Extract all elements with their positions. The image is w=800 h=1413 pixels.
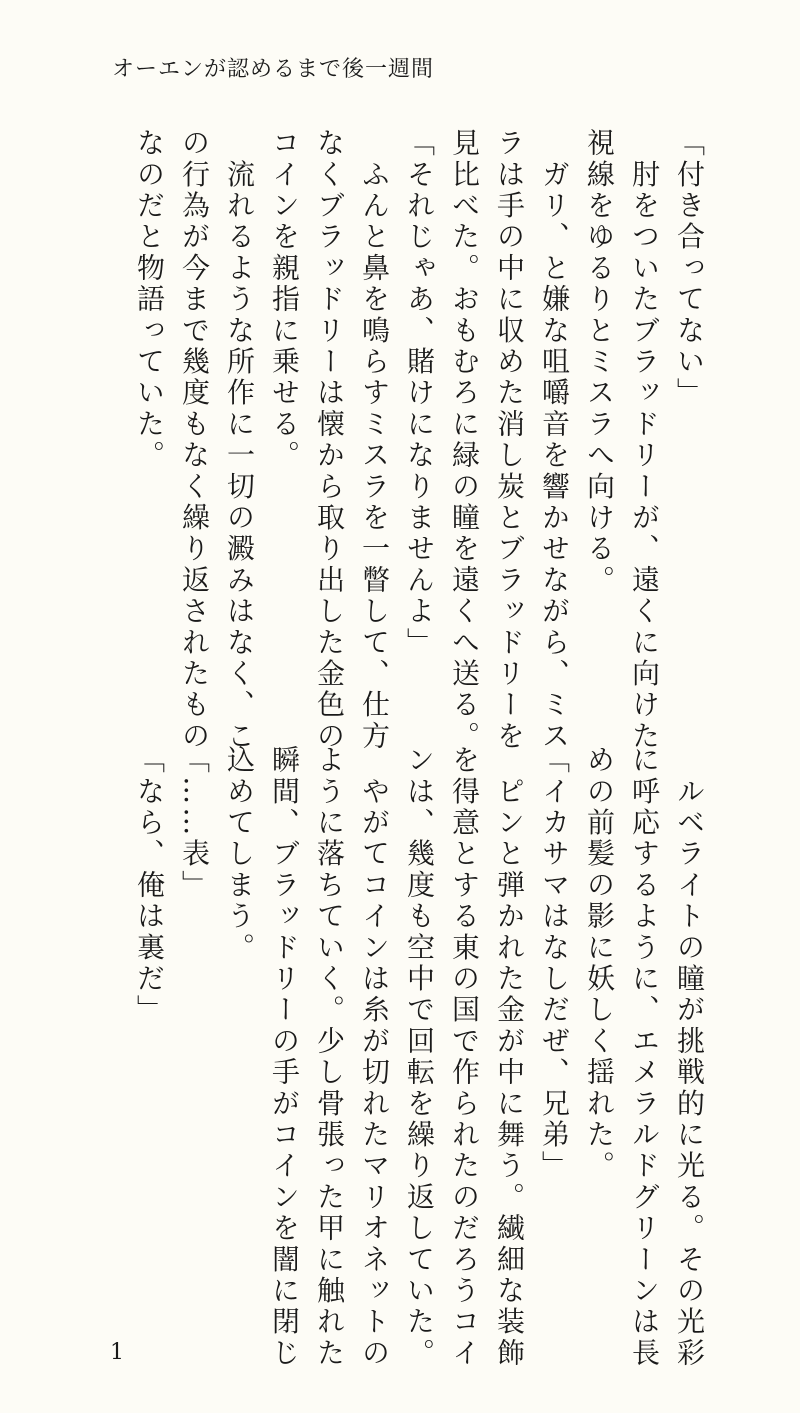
text-line: を得意とする東の国で作られたのだろうコイ (448, 745, 481, 1369)
text-line: 見比べた。おもむろに緑の瞳を遠くへ送る。 (448, 128, 481, 752)
text-line: 「それじゃあ、賭けになりませんよ」 (403, 128, 436, 659)
text-line: 瞬間、ブラッドリーの手がコインを闇に閉じ (268, 745, 301, 1369)
text-block-bottom (127, 745, 712, 1369)
text-line: ピンと弾かれた金が中に舞う。繊細な装飾 (493, 745, 526, 1369)
text-line: ふんと鼻を鳴らすミスラを一瞥して、仕方 (358, 128, 391, 752)
text-line: 「付き合ってない」 (673, 128, 706, 409)
text-line: ように落ちていく。少し骨張った甲に触れた (313, 745, 346, 1369)
text-line: コインを親指に乗せる。 (268, 128, 301, 472)
text-line: やがてコインは糸が切れたマリオネットの (358, 745, 391, 1369)
text-line: 肘をついたブラッドリーが、遠くに向けた (628, 128, 661, 752)
page-number: 1 (110, 1340, 124, 1365)
text-line: の行為が今まで幾度もなく繰り返されたもの (178, 128, 211, 752)
text-line: ガリ、と嫌な咀嚼音を響かせながら、ミス (538, 128, 571, 752)
text-line: ラは手の中に収めた消し炭とブラッドリーを (493, 128, 526, 752)
running-header-title: オーエンが認めるまで後一週間 (112, 57, 435, 82)
text-line: 「……表」 (178, 745, 211, 901)
text-line: 「イカサマはなしだぜ、兄弟」 (538, 745, 571, 1182)
text-line: ルベライトの瞳が挑戦的に光る。その光彩 (673, 745, 706, 1369)
text-line: 視線をゆるりとミスラへ向ける。 (583, 128, 616, 596)
text-line: に呼応するように、エメラルドグリーンは長 (628, 745, 661, 1369)
text-line: なくブラッドリーは懐から取り出した金色の (313, 128, 346, 753)
text-line: 流れるような所作に一切の澱みはなく、こ (223, 128, 256, 752)
text-line: めの前髪の影に妖しく揺れた。 (583, 745, 616, 1182)
text-line: ンは、幾度も空中で回転を繰り返していた。 (403, 745, 436, 1369)
text-line: なのだと物語っていた。 (133, 128, 166, 472)
text-line: 込めてしまう。 (223, 745, 256, 964)
text-block-top (127, 128, 712, 753)
text-line: 「なら、俺は裏だ」 (133, 745, 166, 1026)
